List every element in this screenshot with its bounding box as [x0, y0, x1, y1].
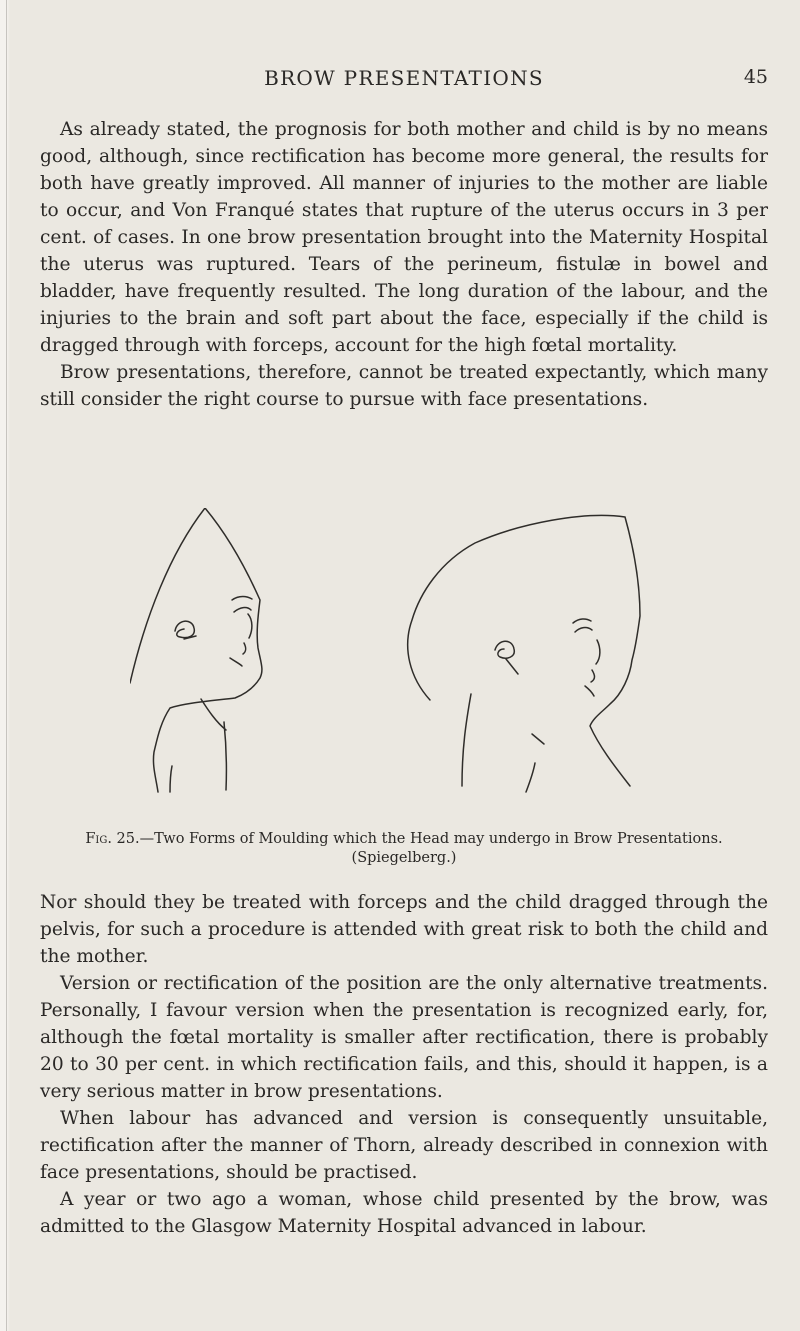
page-title: BROW PRESENTATIONS — [264, 66, 544, 90]
right-head-outline — [408, 515, 640, 786]
left-neck-line — [224, 722, 226, 790]
text-block-top — [40, 116, 768, 413]
right-brow — [573, 619, 591, 623]
left-chin — [230, 658, 242, 666]
right-jaw-mark — [532, 734, 544, 744]
figure-caption — [40, 830, 768, 849]
left-head-outline — [130, 508, 262, 792]
figure-credit: (Spiegelberg.) — [351, 850, 457, 866]
page-binding-edge — [0, 0, 10, 1331]
page-number: 45 — [743, 66, 768, 88]
paragraph: When labour has advanced and version is consequently unsuitable, rectification after the manner of Thorn, already described in connexion with face presentations, should be practised. — [40, 1108, 768, 1183]
left-throat-line — [170, 766, 172, 792]
right-ear — [495, 641, 514, 658]
figure-caption-text: —Two Forms of Moulding which the Head may undergo in Brow Presentations. — [139, 831, 723, 847]
left-nose — [248, 614, 252, 638]
left-mouth — [243, 643, 246, 654]
figure-label: Fig. 25. — [85, 831, 140, 847]
text-block-bottom — [40, 889, 768, 1240]
paragraph: A year or two ago a woman, whose child presented by the brow, was admitted to the Glasgow Maternity Hospital advanced in labour. — [40, 1189, 768, 1237]
right-eye — [575, 628, 592, 632]
paragraph: As already stated, the prognosis for both mother and child is by no means good, although, since rectification has become more general, the results for both have greatly improved. All manner of injuries to the mother are liable to occur, and Von Franqué states that rupture of the uterus occurs in 3 per cent. of cases. In one brow presentation brought into the Maternity Hospital the uterus was ruptured. Tears of the perineum, fistulæ in bowel and bladder, have frequently resulted. The long duration of the labour, and the injuries to the brain and soft part about the face, especially if the child is dragged through with forceps, account for the high fœtal mortality. — [40, 119, 768, 356]
paragraph: Version or rectification of the position are the only alternative treatments. Personally, I favour version when the presentation is recognized early, for, although the fœtal mortality is smaller after rectification, there is probably 20 to 30 per cent. in which rectification fails, and this, should it happen, is a very serious matter in brow presentations. — [40, 973, 768, 1102]
paragraph: Brow presentations, therefore, cannot be treated expectantly, which many still consider the right course to pursue with face presentations. — [40, 362, 768, 410]
paragraph: Nor should they be treated with forceps and the child dragged through the pelvis, for such a procedure is attended with great risk to both the child and the mother. — [40, 892, 768, 967]
right-neck-line — [462, 694, 471, 786]
right-ear-line — [506, 659, 518, 674]
figure-head-moulding — [130, 508, 690, 808]
right-mouth — [591, 670, 595, 682]
right-throat-line — [526, 763, 535, 792]
left-ear — [175, 621, 194, 637]
running-header — [40, 66, 768, 96]
right-chin — [585, 686, 594, 696]
left-jaw-mark — [201, 699, 226, 730]
right-nose — [596, 640, 600, 664]
head-moulding-illustration — [130, 508, 690, 808]
left-brow — [232, 597, 252, 601]
left-eye — [234, 608, 251, 612]
